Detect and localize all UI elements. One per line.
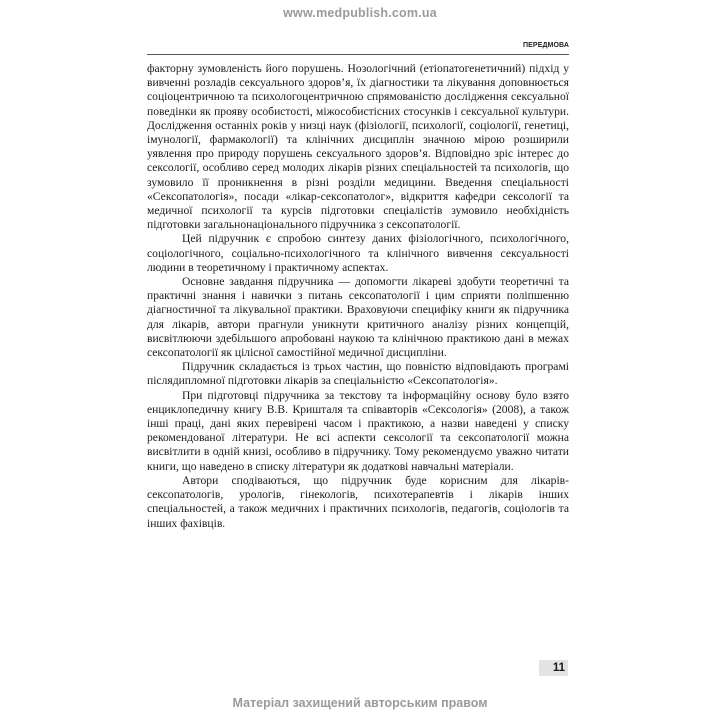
watermark-top: www.medpublish.com.ua [283, 6, 437, 20]
header-rule [147, 54, 569, 55]
paragraph-5: При підготовці підручника за текстову та інформаційну основу було взято енциклопедичну книгу В.В. Кришталя та співавторів «Сексологія» (2008), а також інші праці, дані яких перевірені часом і практикою, а назви наведені у списку рекомендованої літератури. Не всі аспекти сексології та сексопатології можна висвітлити в одній книзі, особливо в підручнику. Тому рекомендуємо уважно читати книги, що наведено в списку літератури як додаткові навчальні матеріали. [147, 388, 569, 473]
paragraph-6: Автори сподіваються, що підручник буде корисним для лікарів-сексопатологів, урологів, гінекологів, психотерапевтів і лікарів інших спеціальностей, а також медичних і практичних психологів, педагогів, соціологів та інших фахівців. [147, 473, 569, 530]
watermark-bottom: Матеріал захищений авторським правом [232, 696, 488, 710]
paragraph-3: Основне завдання підручника — допомогти лікареві здобути теоретичні та практичні знання і навички з питань сексопатології і цим сприяти поліпшенню діагностичної та лікувальної практики. Враховуючи специфіку книги як підручника для лікарів, автори прагнули уникнути критичного аналізу різних концепцій, висвітлюючи здебільшого апробовані наукою та клінічною практикою дані в межах сексопатології як цілісної самостійної медичної дисципліни. [147, 275, 569, 360]
body-text [147, 62, 569, 531]
paragraph-2: Цей підручник є спробою синтезу даних фізіологічного, психологічного, соціологічного, соціально-психологічного та клінічного вивчення сексуальності людини в теоретичному і практичному аспектах. [147, 232, 569, 274]
paragraph-4: Підручник складається із трьох частин, що повністю відповідають програмі післядипломної підготовки лікарів за спеціальністю «Сексопатологія». [147, 360, 569, 388]
paragraph-1: факторну зумовленість його порушень. Нозологічний (етіопатогенетичний) підхід у вивченні розладів сексуального здоров’я, їх діагностики та лікування доповнюється соціоцентричною та психологоцентричною спрямованістю дослідження сексуальної поведінки як прояву особистості, міжособистісних стосунків і сексуальної культури. Дослідження останніх років у низці наук (фізіології, психології, соціології, генетиці, імунології, фармакології) та клінічних дисциплін значною мірою розширили уявлення про природу порушень сексуального здоров’я. Відповідно зріс інтерес до сексології, особливо серед молодих лікарів різних спеціальностей та психологів, що зумовило її проникнення в різні розділи медицини. Введення спеціальності «Сексопатологія», посади «лікар-сексопатолог», відкриття кафедри сексології та медичної психології та курсів підготовки спеціалістів зумовило необхідність підготовки загальнонаціонального підручника з сексопатології. [147, 62, 569, 232]
page-number: 11 [539, 660, 568, 676]
running-head: ПЕРЕДМОВА [523, 42, 569, 49]
